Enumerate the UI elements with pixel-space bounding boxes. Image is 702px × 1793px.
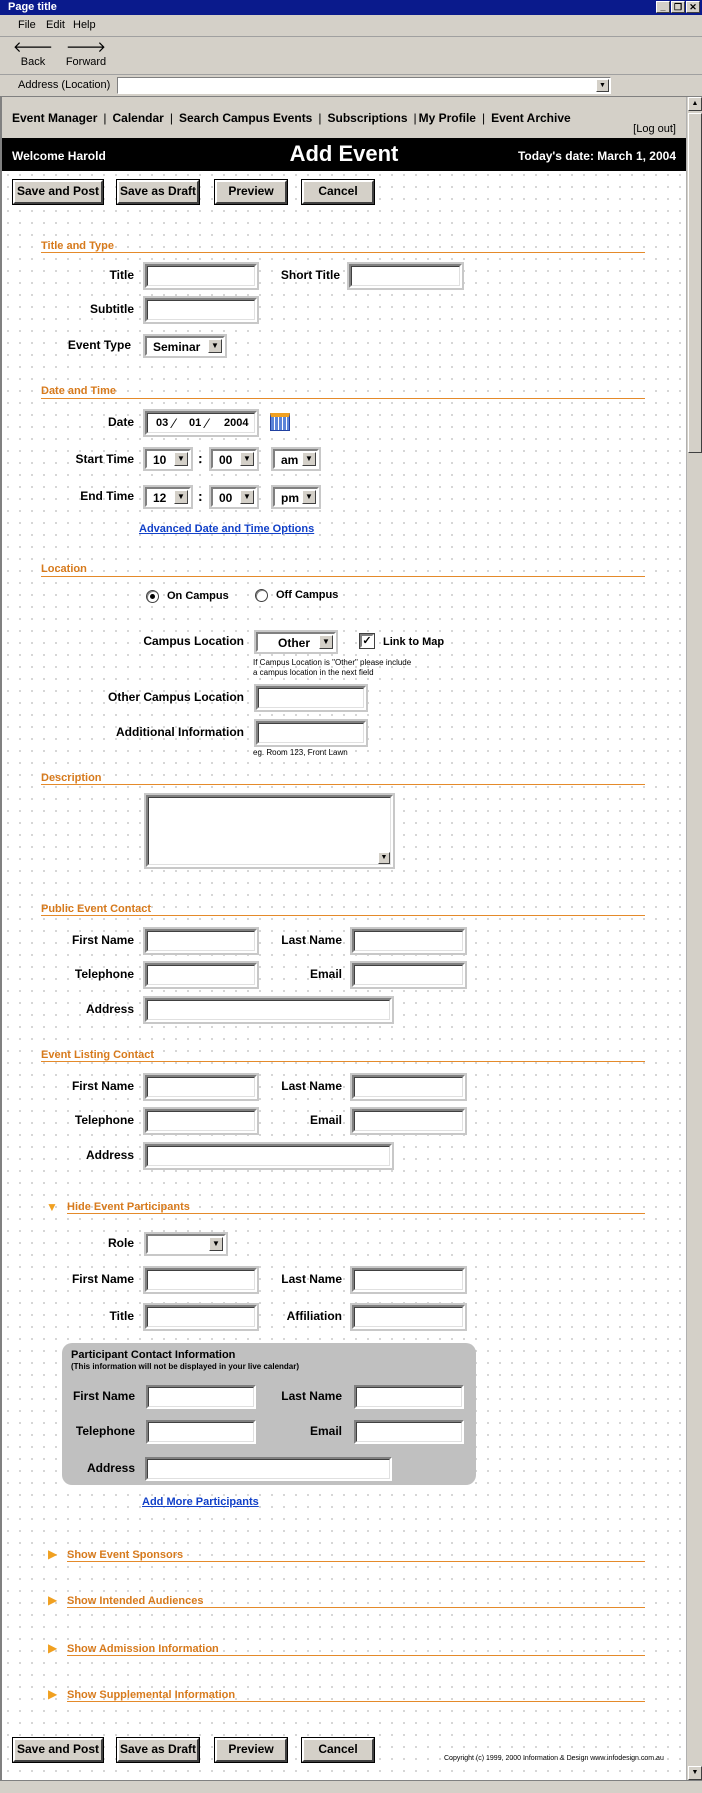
participant-affiliation-input[interactable]: [352, 1305, 465, 1329]
panel-address-input[interactable]: [145, 1457, 392, 1481]
nav-search-campus-events[interactable]: Search Campus Events: [178, 111, 313, 125]
start-hour-value: 10: [153, 453, 167, 467]
status-bar: [0, 1780, 702, 1793]
section-divider: [41, 252, 645, 253]
campus-location-note-2: a campus location in the next field: [253, 668, 374, 677]
scroll-thumb[interactable]: [688, 113, 702, 453]
end-ampm-select[interactable]: [273, 487, 319, 507]
participant-affiliation-label: Affiliation: [286, 1309, 342, 1323]
time-colon: :: [198, 488, 203, 504]
listing-first-name-label: First Name: [71, 1079, 134, 1093]
section-divider: [41, 576, 645, 577]
start-ampm-value: am: [281, 453, 299, 467]
other-campus-location-input[interactable]: [256, 686, 366, 710]
public-telephone-label: Telephone: [74, 967, 134, 981]
listing-address-input[interactable]: [145, 1144, 392, 1168]
chevron-down-icon: ▼: [302, 452, 316, 466]
panel-telephone-label: Telephone: [75, 1424, 135, 1438]
campus-location-note-1: If Campus Location is "Other" please include: [253, 658, 412, 667]
section-divider: [67, 1561, 645, 1562]
chevron-down-icon: ▼: [209, 1237, 223, 1251]
section-location: Location: [41, 563, 87, 575]
participant-title-input[interactable]: [145, 1305, 257, 1329]
title-input[interactable]: [145, 264, 257, 288]
end-time-label: End Time: [80, 489, 134, 503]
end-minute-value: 00: [219, 491, 233, 505]
window-title: Page title: [8, 1, 57, 13]
panel-telephone-input[interactable]: [146, 1420, 256, 1444]
logout-link[interactable]: [Log out]: [633, 123, 676, 135]
section-date-and-time: Date and Time: [41, 385, 116, 397]
cancel-button-bottom[interactable]: Cancel: [302, 1738, 374, 1762]
section-divider: [67, 1607, 645, 1608]
chevron-down-icon: ▼: [174, 490, 188, 504]
minimize-icon[interactable]: _: [656, 1, 670, 13]
advanced-date-time-link[interactable]: Advanced Date and Time Options: [139, 523, 315, 535]
public-first-name-label: First Name: [71, 933, 134, 947]
menu-file[interactable]: File: [18, 19, 36, 31]
cancel-button[interactable]: Cancel: [302, 180, 374, 204]
section-event-listing-contact: Event Listing Contact: [41, 1049, 155, 1061]
public-email-input[interactable]: [352, 963, 465, 987]
link-to-map-checkbox[interactable]: ✓: [360, 634, 374, 648]
section-hide-event-participants[interactable]: Hide Event Participants: [67, 1201, 190, 1213]
event-type-select[interactable]: [145, 336, 225, 356]
save-as-draft-button-bottom[interactable]: Save as Draft: [117, 1738, 199, 1762]
listing-telephone-label: Telephone: [74, 1113, 134, 1127]
back-arrow-icon: 🡐: [12, 39, 54, 56]
save-and-post-button-bottom[interactable]: Save and Post: [13, 1738, 103, 1762]
section-public-event-contact: Public Event Contact: [41, 903, 152, 915]
on-campus-radio[interactable]: [146, 590, 159, 603]
off-campus-label: Off Campus: [276, 589, 339, 601]
copyright-text: Copyright (c) 1999, 2000 Information & Design www.infodesign.com.au: [444, 1755, 664, 1762]
preview-button-bottom[interactable]: Preview: [215, 1738, 287, 1762]
forward-button[interactable]: [56, 40, 116, 68]
title-label: Title: [109, 268, 134, 282]
calendar-icon[interactable]: [270, 413, 290, 431]
event-type-label: Event Type: [67, 338, 131, 352]
section-divider: [41, 1061, 645, 1062]
window-titlebar: [0, 0, 702, 15]
panel-address-label: Address: [86, 1461, 135, 1475]
participant-contact-title: Participant Contact Information: [71, 1349, 236, 1361]
participant-last-name-label: Last Name: [281, 1272, 342, 1286]
browser-toolbar: [0, 37, 702, 75]
address-label: Address (Location): [18, 79, 111, 91]
date-day: 01: [189, 417, 202, 429]
subtitle-input[interactable]: [145, 298, 257, 322]
scroll-down-icon[interactable]: ▼: [378, 852, 390, 864]
scroll-up-icon[interactable]: ▲: [688, 97, 702, 111]
expand-arrow-icon[interactable]: ▶: [48, 1641, 58, 1655]
link-to-map-label: Link to Map: [383, 636, 445, 648]
back-label: Back: [20, 56, 46, 68]
preview-button[interactable]: Preview: [215, 180, 287, 204]
campus-location-select[interactable]: [256, 632, 336, 652]
vertical-scrollbar[interactable]: [686, 97, 702, 1780]
todays-date: Today's date: March 1, 2004: [517, 149, 676, 163]
add-more-participants-link[interactable]: Add More Participants: [142, 1496, 259, 1508]
nav-event-archive[interactable]: Event Archive: [491, 111, 571, 125]
short-title-input[interactable]: [349, 264, 462, 288]
participant-first-name-label: First Name: [71, 1272, 134, 1286]
panel-last-name-input[interactable]: [354, 1385, 464, 1409]
date-year: 2004: [224, 417, 249, 429]
section-description: Description: [41, 772, 102, 784]
close-icon[interactable]: ✕: [686, 1, 700, 13]
additional-information-note: eg. Room 123, Front Lawn: [253, 748, 348, 757]
address-bar: [0, 75, 702, 97]
listing-email-label: Email: [309, 1113, 342, 1127]
section-show-supplemental-information[interactable]: Show Supplemental Information: [67, 1689, 236, 1701]
public-last-name-input[interactable]: [352, 929, 465, 953]
additional-information-input[interactable]: [256, 721, 366, 745]
back-button[interactable]: [3, 40, 63, 68]
panel-first-name-input[interactable]: [146, 1385, 256, 1409]
date-separator: ⁄: [206, 415, 209, 431]
listing-last-name-input[interactable]: [352, 1075, 465, 1099]
additional-information-label: Additional Information: [116, 725, 244, 739]
nav-my-profile[interactable]: My Profile: [418, 111, 476, 125]
section-show-admission-information[interactable]: Show Admission Information: [67, 1643, 219, 1655]
app-nav: Event Manager | Calendar | Search Campus Events | Subscriptions | My Profile | Event Archive [Log out]: [2, 97, 686, 138]
end-ampm-value: pm: [281, 491, 299, 505]
public-address-label: Address: [85, 1002, 134, 1016]
forward-arrow-icon: 🡒: [65, 39, 107, 56]
address-input[interactable]: [117, 77, 611, 94]
date-label: Date: [107, 415, 134, 429]
page-title: Add Event: [289, 141, 399, 166]
public-telephone-input[interactable]: [145, 963, 257, 987]
section-show-event-sponsors[interactable]: Show Event Sponsors: [67, 1549, 184, 1561]
participant-first-name-input[interactable]: [145, 1268, 257, 1292]
welcome-text: Welcome Harold: [12, 149, 106, 163]
time-colon: :: [198, 450, 203, 466]
listing-email-input[interactable]: [352, 1109, 465, 1133]
short-title-label: Short Title: [280, 268, 340, 282]
menu-help[interactable]: Help: [73, 19, 96, 31]
chevron-down-icon: ▼: [240, 452, 254, 466]
event-type-value: Seminar: [153, 340, 201, 354]
start-ampm-select[interactable]: [273, 449, 319, 469]
section-divider: [41, 784, 645, 785]
chevron-down-icon: ▼: [208, 339, 222, 353]
expand-arrow-icon[interactable]: ▶: [48, 1687, 58, 1701]
section-show-intended-audiences[interactable]: Show Intended Audiences: [67, 1595, 204, 1607]
role-label: Role: [107, 1236, 134, 1250]
section-divider: [67, 1213, 645, 1214]
chevron-down-icon: ▼: [240, 490, 254, 504]
forward-label: Forward: [65, 56, 107, 68]
campus-location-value: Other: [278, 636, 311, 650]
section-divider: [67, 1655, 645, 1656]
public-email-label: Email: [309, 967, 342, 981]
end-minute-select[interactable]: [211, 487, 257, 507]
menu-edit[interactable]: Edit: [46, 19, 65, 31]
section-divider: [41, 398, 645, 399]
menu-bar: [0, 15, 702, 37]
panel-last-name-label: Last Name: [281, 1389, 342, 1403]
expand-arrow-icon[interactable]: ▶: [48, 1593, 58, 1607]
listing-first-name-input[interactable]: [145, 1075, 257, 1099]
end-hour-select[interactable]: [145, 487, 191, 507]
address-dropdown-icon[interactable]: ▼: [596, 79, 609, 92]
listing-telephone-input[interactable]: [145, 1109, 257, 1133]
other-campus-location-label: Other Campus Location: [107, 690, 244, 704]
public-first-name-input[interactable]: [145, 929, 257, 953]
section-divider: [67, 1701, 645, 1702]
off-campus-radio[interactable]: [255, 589, 268, 602]
public-address-input[interactable]: [145, 998, 392, 1022]
save-as-draft-button[interactable]: Save as Draft: [117, 180, 199, 204]
start-time-label: Start Time: [75, 452, 134, 466]
end-hour-value: 12: [153, 491, 167, 505]
campus-location-label: Campus Location: [143, 634, 244, 648]
public-last-name-label: Last Name: [281, 933, 342, 947]
panel-email-input[interactable]: [354, 1420, 464, 1444]
on-campus-label: On Campus: [167, 590, 229, 602]
date-input[interactable]: [145, 411, 257, 435]
participant-contact-note: (This information will not be displayed in your live calendar): [71, 1362, 300, 1371]
chevron-down-icon: ▼: [319, 635, 333, 649]
participant-title-label: Title: [109, 1309, 134, 1323]
start-minute-select[interactable]: [211, 449, 257, 469]
date-month: 03: [156, 417, 169, 429]
nav-subscriptions[interactable]: Subscriptions: [327, 111, 408, 125]
section-divider: [41, 915, 645, 916]
start-minute-value: 00: [219, 453, 233, 467]
section-title-and-type: Title and Type: [41, 240, 114, 252]
listing-last-name-label: Last Name: [281, 1079, 342, 1093]
description-textarea[interactable]: [146, 795, 393, 867]
participant-last-name-input[interactable]: [352, 1268, 465, 1292]
collapse-arrow-icon[interactable]: ▼: [46, 1200, 58, 1214]
role-select[interactable]: [146, 1234, 226, 1254]
expand-arrow-icon[interactable]: ▶: [48, 1547, 58, 1561]
date-separator: ⁄: [173, 415, 176, 431]
start-hour-select[interactable]: [145, 449, 191, 469]
nav-calendar[interactable]: Calendar: [112, 111, 164, 125]
nav-event-manager[interactable]: Event Manager: [12, 111, 98, 125]
chevron-down-icon: ▼: [302, 490, 316, 504]
page-header: [2, 138, 686, 171]
listing-address-label: Address: [85, 1148, 134, 1162]
scroll-down-icon[interactable]: ▼: [688, 1766, 702, 1780]
panel-first-name-label: First Name: [72, 1389, 135, 1403]
chevron-down-icon: ▼: [174, 452, 188, 466]
restore-icon[interactable]: ❐: [671, 1, 685, 13]
panel-email-label: Email: [309, 1424, 342, 1438]
subtitle-label: Subtitle: [90, 302, 134, 316]
save-and-post-button[interactable]: Save and Post: [13, 180, 103, 204]
